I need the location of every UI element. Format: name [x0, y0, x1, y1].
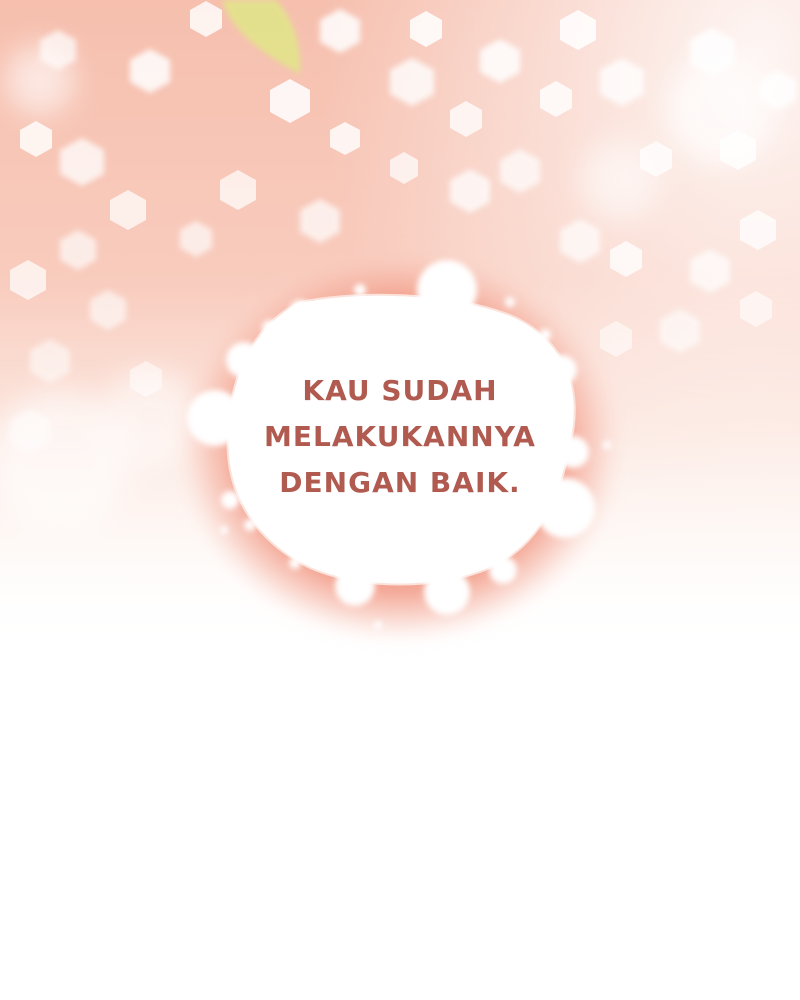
speech-line: KAU SUDAH [302, 374, 498, 407]
speech-line: DENGAN BAIK. [279, 466, 521, 499]
speech-line: MELAKUKANNYA [264, 420, 536, 453]
speech-bubble-text [230, 368, 570, 506]
